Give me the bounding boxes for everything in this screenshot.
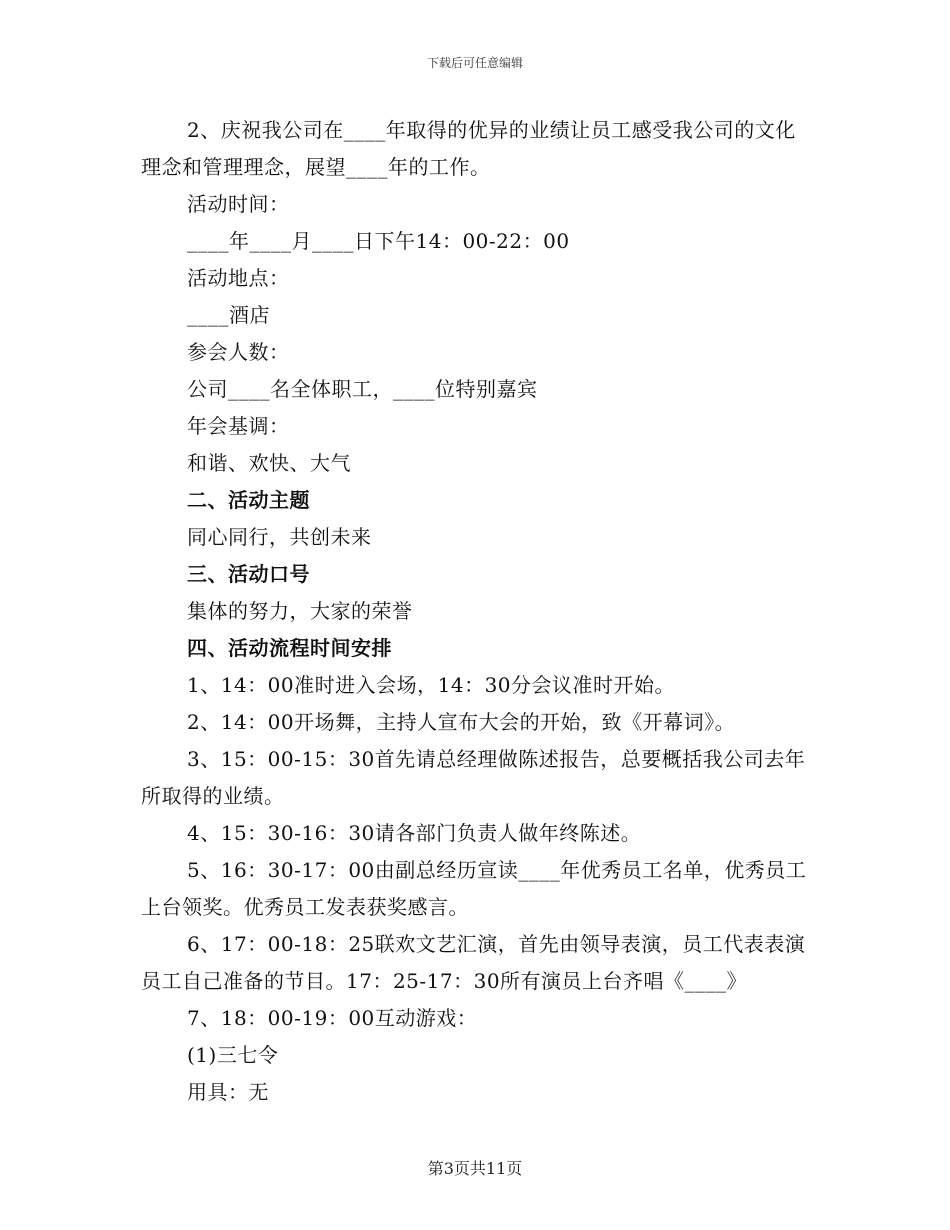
value-attendees: 公司____名全体职工，____位特别嘉宾 <box>187 377 538 401</box>
schedule-item: 4、15：30-16：30请各部门负责人做年终陈述。 <box>187 821 642 845</box>
value-activity-time: ____年____月____日下午14：00-22：00 <box>187 229 570 253</box>
document-body <box>141 112 813 1111</box>
paragraph-celebrate: 2、庆祝我公司在____年取得的优异的业绩让员工感受我公司的文化理念和管理理念，展望____年的工作。 <box>141 118 796 179</box>
label-attendees: 参会人数： <box>187 340 290 364</box>
game-title: (1)三七令 <box>187 1043 279 1067</box>
schedule-item: 3、15：00-15：30首先请总经理做陈述报告，总要概括我公司去年所取得的业绩。 <box>141 747 806 808</box>
label-tone: 年会基调： <box>187 414 290 438</box>
schedule-item: 7、18：00-19：00互动游戏： <box>187 1006 478 1030</box>
page-number: 第3页共11页 <box>427 1159 523 1178</box>
heading-theme: 二、活动主题 <box>187 488 310 512</box>
value-slogan: 集体的努力，大家的荣誉 <box>187 599 413 623</box>
label-activity-time: 活动时间： <box>187 192 290 216</box>
schedule-item: 6、17：00-18：25联欢文艺汇演，首先由领导表演，员工代表表演员工自己准备的节目。17：25-17：30所有演员上台齐唱《____》 <box>141 932 806 993</box>
schedule-item: 2、14：00开场舞，主持人宣布大会的开始，致《开幕词》。 <box>187 710 736 734</box>
schedule-item: 1、14：00准时进入会场，14：30分会议准时开始。 <box>187 673 676 697</box>
value-theme: 同心同行，共创未来 <box>187 525 372 549</box>
value-activity-location: ____酒店 <box>187 303 270 327</box>
game-tools: 用具：无 <box>187 1080 269 1104</box>
value-tone: 和谐、欢快、大气 <box>187 451 351 475</box>
heading-slogan: 三、活动口号 <box>187 562 310 586</box>
label-activity-location: 活动地点： <box>187 266 290 290</box>
heading-schedule: 四、活动流程时间安排 <box>187 636 392 660</box>
header-note: 下载后可任意编辑 <box>426 56 523 70</box>
schedule-item: 5、16：30-17：00由副总经历宣读____年优秀员工名单，优秀员工上台领奖。优秀员工发表获奖感言。 <box>141 858 807 919</box>
